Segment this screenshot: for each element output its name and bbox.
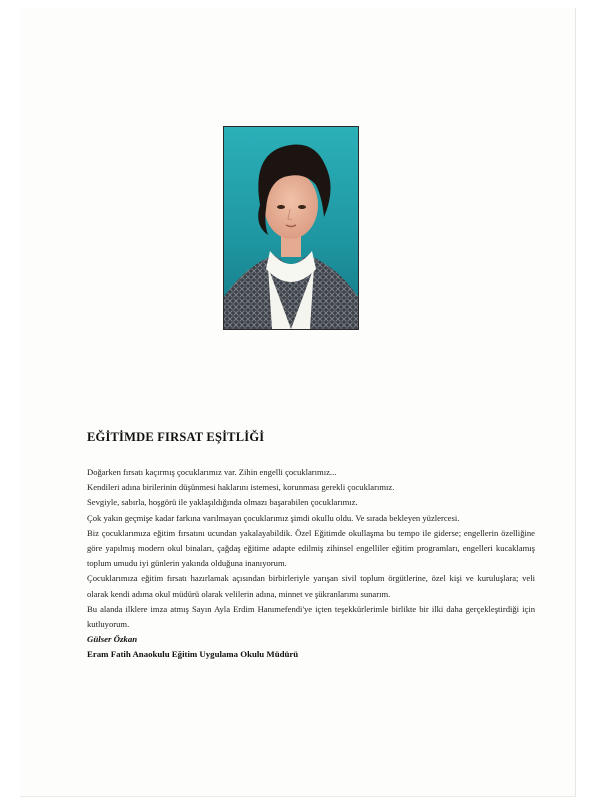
paragraph-5: Biz çocuklarımıza eğitim fırsatını ucundan yakalayabildik. Özel Eğitimde okullaşma bu tempo ile giderse; engellerin özelliğine göre yapılmış modern okul binaları, çağdaş eğitime adapte edilmiş zihinsel engelliler eğitim programları, engelleri kucaklamış toplum umudu iyi günlerin yakında olduğuna inanıyorum. (87, 527, 535, 569)
signature-name: Gülser Özkan (87, 634, 138, 645)
paragraph-4: Çok yakın geçmişe kadar farkına varılmayan çocuklarımız şimdi okullu oldu. Ve sırada bekleyen yüzlercesi. (87, 512, 460, 523)
article-body (87, 465, 535, 662)
portrait-photo (223, 126, 359, 330)
paragraph-3: Sevgiyle, sabırla, hoşgörü ile yaklaşıldığında olmazı başarabilen çocuklarımız. (87, 497, 358, 508)
paragraph-1: Doğarken fırsatı kaçırmış çocuklarımız var. Zihin engelli çocuklarımız... (87, 467, 337, 477)
page-title: EĞİTİMDE FIRSAT EŞİTLİĞİ (87, 430, 265, 444)
signature-title: Eram Fatih Anaokulu Eğitim Uygulama Okulu Müdürü (87, 649, 299, 660)
paragraph-7: Bu alanda ilklere imza atmış Sayın Ayla Erdim Hanımefendi'ye içten teşekkürlerimle birlikte bir ilki daha gerçekleştirdiği için kutluyorum. (87, 603, 535, 630)
paragraph-2: Kendileri adına birilerinin düşünmesi haklarını istemesi, korunması gerekli çocuklarımız. (87, 482, 395, 493)
paragraph-6: Çocuklarımıza eğitim fırsatı hazırlamak açısından birbirleriyle yarışan sivil toplum örgütlerine, özel kişi ve kuruluşlara; veli olarak kendi adıma okul müdürü olarak velilerin adına, minnet ve şükranlarımı sunarım. (87, 573, 535, 599)
